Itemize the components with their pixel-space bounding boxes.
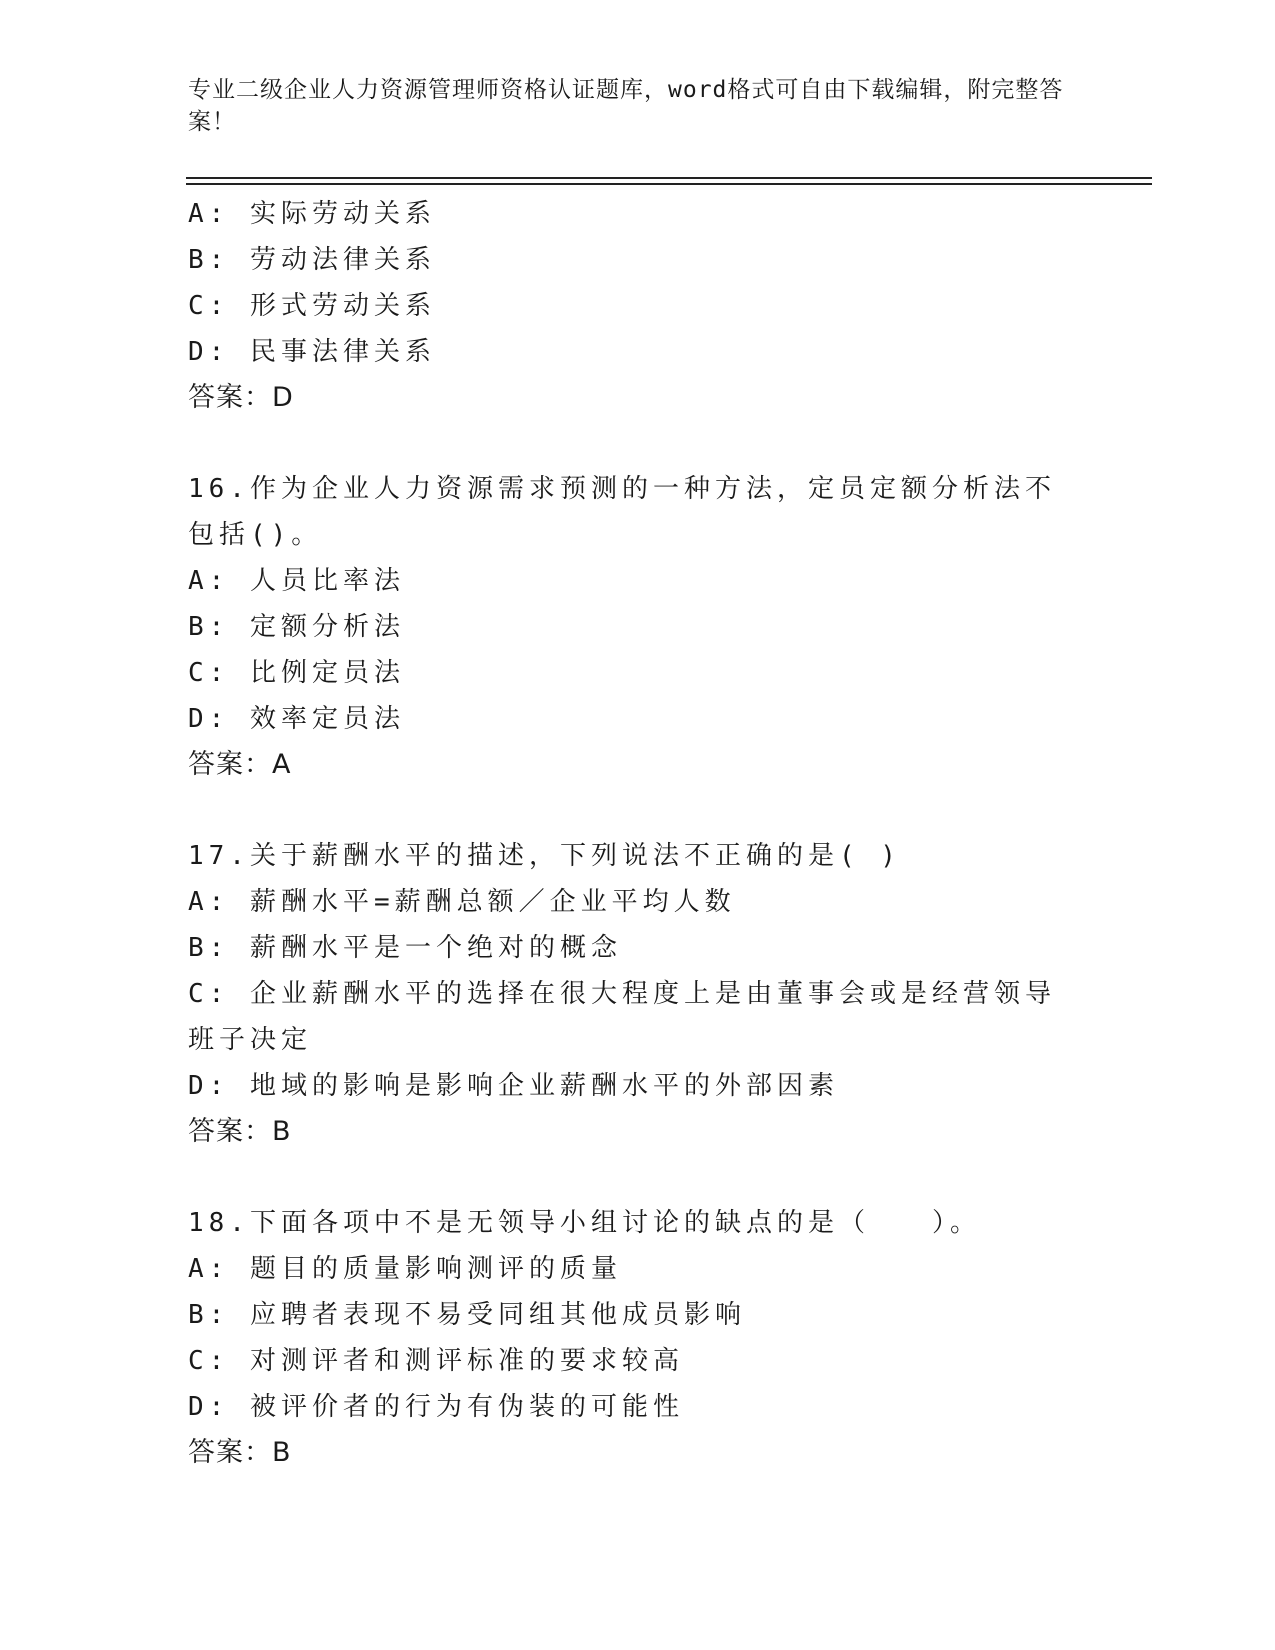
option-b: B: 应聘者表现不易受同组其他成员影响	[188, 1300, 746, 1330]
question-text: 17.关于薪酬水平的描述，下列说法不正确的是( )	[188, 841, 901, 871]
answer: 答案：D	[188, 382, 294, 413]
option-d: D: 民事法律关系	[188, 337, 436, 367]
option-a: A: 实际劳动关系	[188, 199, 436, 229]
option-d: D: 效率定员法	[188, 704, 405, 734]
document-header: 专业二级企业人力资源管理师资格认证题库，word格式可自由下载编辑，附完整答案！	[188, 77, 1064, 135]
option-c: C: 比例定员法	[188, 658, 405, 688]
option-b: B: 劳动法律关系	[188, 245, 436, 275]
option-b: B: 薪酬水平是一个绝对的概念	[188, 933, 622, 963]
answer: 答案：B	[188, 1116, 292, 1147]
option-c: C: 企业薪酬水平的选择在很大程度上是由董事会或是经营领导班子决定	[188, 979, 1056, 1055]
option-b: B: 定额分析法	[188, 612, 405, 642]
header-divider-bottom	[186, 183, 1152, 185]
option-d: D: 被评价者的行为有伪装的可能性	[188, 1392, 684, 1422]
question-18	[188, 1200, 1088, 1476]
option-d: D: 地域的影响是影响企业薪酬水平的外部因素	[188, 1071, 839, 1101]
question-list	[188, 191, 1088, 1476]
question-15	[188, 191, 1088, 421]
question-16	[188, 466, 1088, 788]
option-c: C: 对测评者和测评标准的要求较高	[188, 1346, 684, 1376]
question-text: 16.作为企业人力资源需求预测的一种方法，定员定额分析法不包括()。	[188, 474, 1056, 550]
option-c: C: 形式劳动关系	[188, 291, 436, 321]
header-divider-top	[186, 177, 1152, 179]
option-a: A: 人员比率法	[188, 566, 405, 596]
option-a: A: 题目的质量影响测评的质量	[188, 1254, 622, 1284]
answer: 答案：B	[188, 1437, 292, 1468]
question-17	[188, 833, 1088, 1155]
option-a: A: 薪酬水平=薪酬总额／企业平均人数	[188, 887, 736, 917]
answer: 答案：A	[188, 749, 292, 780]
question-text: 18.下面各项中不是无领导小组讨论的缺点的是（ ）。	[188, 1208, 981, 1238]
